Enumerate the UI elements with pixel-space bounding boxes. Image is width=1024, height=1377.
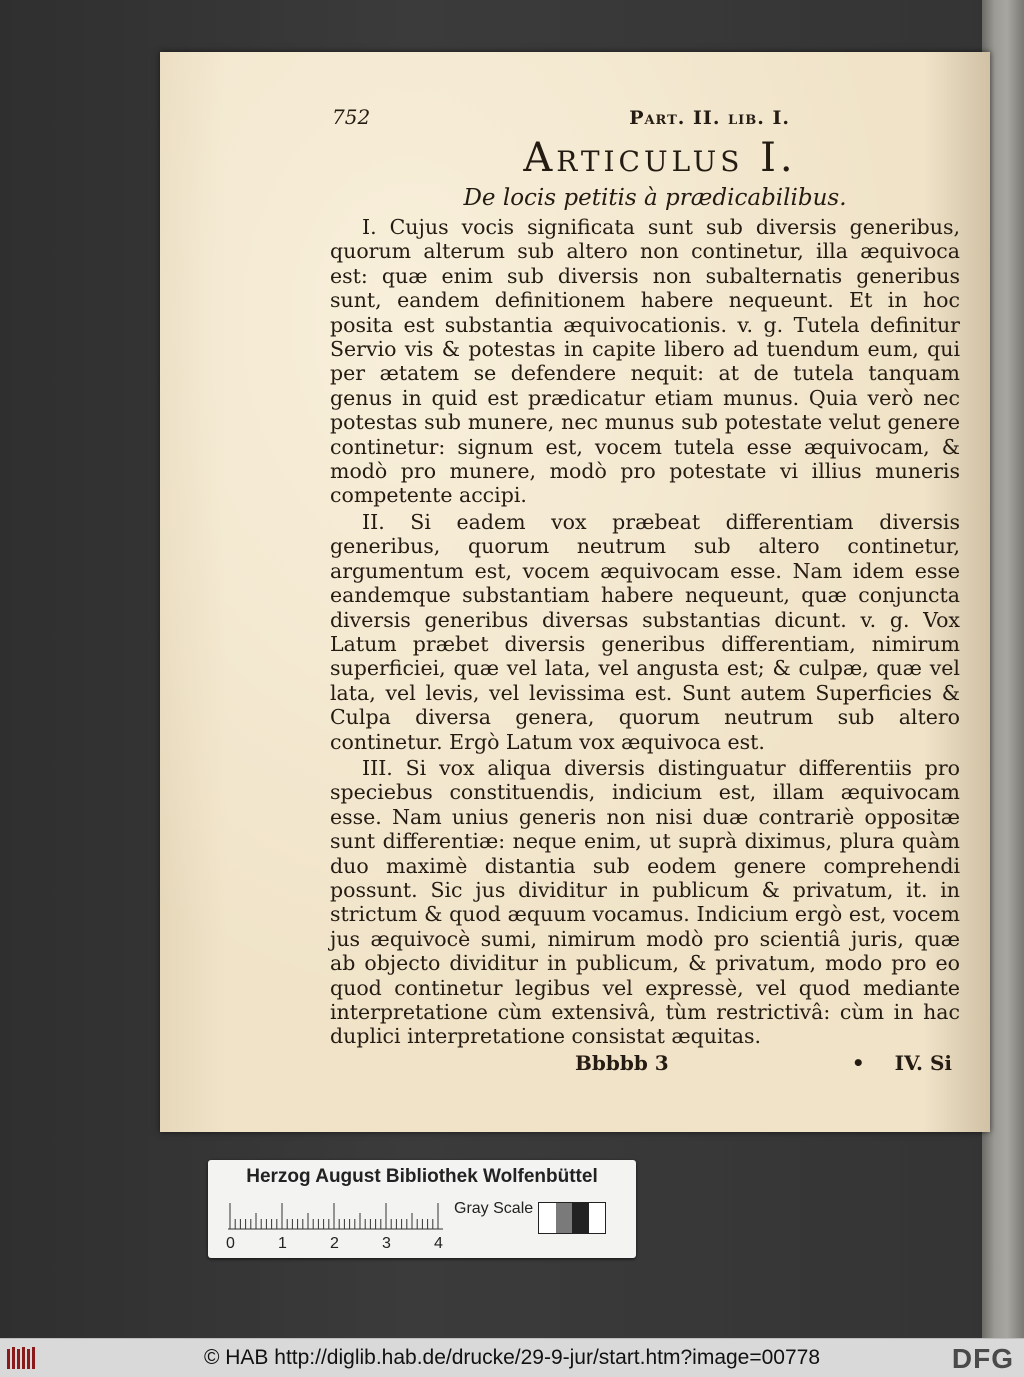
footer-citation: © HAB http://diglib.hab.de/drucke/29-9-jur/start.htm?image=00778 <box>203 1346 821 1369</box>
swatch-black <box>572 1203 589 1233</box>
ruler-scale <box>228 1202 443 1230</box>
paragraph-3: III. Si vox aliqua diversis distinguatur differentiis pro speciebus constituendis, indicium est, illam æquivocam esse. Nam unius generis non nisi duæ contrariè oppositæ sunt differentiæ: neque enim, ut suprà diximus, plura quàm duo maximè distantia sub eodem genere comprehendi possunt. Sic jus dividitur in publicum & privatum, it. in strictum & quod æquum vocamus. Indicium ergò est, vocem jus æquivocè sumi, nimirum modò pro scientiâ juris, quæ ab objecto dividitur in publicum, & privatum, modo pro eo quod continetur legibus vel expressè, vel quod mediante interpretatione cùm extensivâ, tùm restrictivâ: cùm in hac duplici interpretatione consistat æquitas. <box>330 755 960 1049</box>
swatch-white-end <box>589 1203 606 1233</box>
chart-title: Herzog August Bibliothek Wolfenbüttel <box>246 1166 598 1187</box>
signature-mark: Bbbbb 3 <box>575 1050 669 1075</box>
swatch-white <box>539 1203 556 1233</box>
ruler-number-1: 1 <box>278 1235 287 1252</box>
page-text-block <box>330 105 960 1075</box>
ruler-number-3: 3 <box>382 1235 391 1252</box>
running-head <box>330 105 940 135</box>
ruler-number-2: 2 <box>330 1235 339 1252</box>
dot-mark: • <box>851 1050 865 1075</box>
paragraph-1: I. Cujus vocis significata sunt sub diversis generibus, quorum alterum sub altero non continetur, illa æquivoca est: quæ enim sub diversis non subalternatis generibus sunt, eandem definitionem habere nequeunt. Et in hoc posita est substantia æquivocationis. v. g. Tutela definitur Servio vis & potestas in capite libero ad tuendum eum, qui per ætatem se defendere nequit: at de tutela tanquam genus in quid est prædicatur etiam munus. Quia verò nec potestas sub munere, nec munus sub potestate velut genere continetur: signum est, vocem tutela esse æquivocam, & modò pro munere, modò pro potestate vi illius muneris competente accipi. <box>330 215 960 508</box>
swatch-mid-gray <box>556 1203 573 1233</box>
paragraph-2: II. Si eadem vox præbeat differentiam diversis generibus, quorum neutrum sub altero continetur, argumentum est, vocem æquivocam esse. Nam idem esse eandemque substantiam habere nequeunt, quæ conjuncta diversis generibus diversas substantias dicunt. v. g. Vox Latum præbet diversis generibus differentiam, nimirum superficiei, quæ vel lata, vel angusta est; & culpæ, quæ vel lata, vel levis, vel levissima est. Sunt autem Superficies & Culpa diversa genera, quorum neutrum sub altero continetur. Ergò Latum vox æquivoca est. <box>330 509 960 754</box>
color-chart-card <box>208 1160 636 1258</box>
ruler-number-0: 0 <box>226 1235 235 1252</box>
article-title: Articulus I. <box>523 135 797 181</box>
article-subtitle: De locis petitis à prædicabilibus. <box>463 185 847 211</box>
dfg-logo: DFG <box>951 1343 1014 1374</box>
gray-scale-label: Gray Scale <box>454 1200 534 1217</box>
ruler-numbers <box>226 1235 456 1253</box>
page-foot-line <box>330 1051 960 1075</box>
gray-scale-swatches <box>538 1202 606 1234</box>
ruler-number-4: 4 <box>434 1235 443 1252</box>
page-number: 752 <box>332 105 371 129</box>
footer-bar <box>0 1338 1024 1377</box>
catchword: IV. Si <box>894 1050 952 1075</box>
running-head-title: Part. II. lib. I. <box>629 107 790 129</box>
